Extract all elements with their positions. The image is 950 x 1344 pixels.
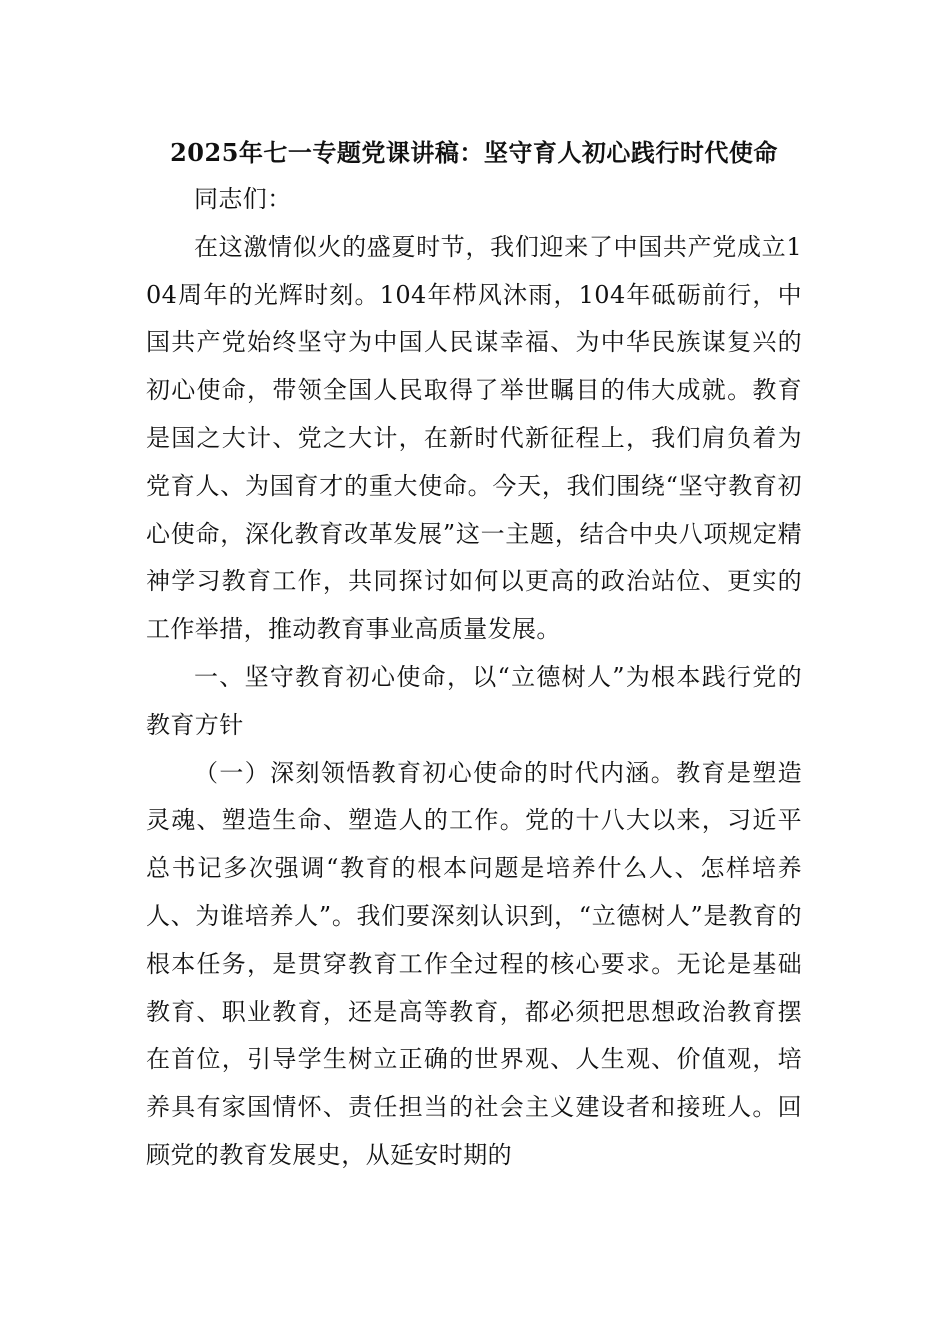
paragraph-subsection-1: （一）深刻领悟教育初心使命的时代内涵。教育是塑造灵魂、塑造生命、塑造人的工作。党的十八大以来，习近平总书记多次强调“教育的根本问题是培养什么人、怎样培养人、为谁培养人”。我们要深刻认识到，“立德树人”是教育的根本任务，是贯穿教育工作全过程的核心要求。无论是基础教育、职业教育，还是高等教育，都必须把思想政治教育摆在首位，引导学生树立正确的世界观、人生观、价值观，培养具有家国情怀、责任担当的社会主义建设者和接班人。回顾党的教育发展史，从延安时期的 (146, 758, 802, 1169)
salutation: 同志们： (194, 185, 292, 213)
document-body (146, 130, 802, 1180)
paragraph-intro: 在这激情似火的盛夏时节，我们迎来了中国共产党成立104周年的光辉时刻。104年栉风沐雨，104年砥砺前行，中国共产党始终坚守为中国人民谋幸福、为中华民族谋复兴的初心使命，带领全国人民取得了举世瞩目的伟大成就。教育是国之大计、党之大计，在新时代新征程上，我们肩负着为党育人、为国育才的重大使命。今天，我们围绕“坚守教育初心使命，深化教育改革发展”这一主题，结合中央八项规定精神学习教育工作，共同探讨如何以更高的政治站位、更实的工作举措，推动教育事业高质量发展。 (146, 232, 802, 644)
section-heading-1: 一、坚守教育初心使命，以“立德树人”为根本践行党的教育方针 (146, 662, 802, 739)
document-title: 2025年七一专题党课讲稿：坚守育人初心践行时代使命 (170, 138, 778, 167)
